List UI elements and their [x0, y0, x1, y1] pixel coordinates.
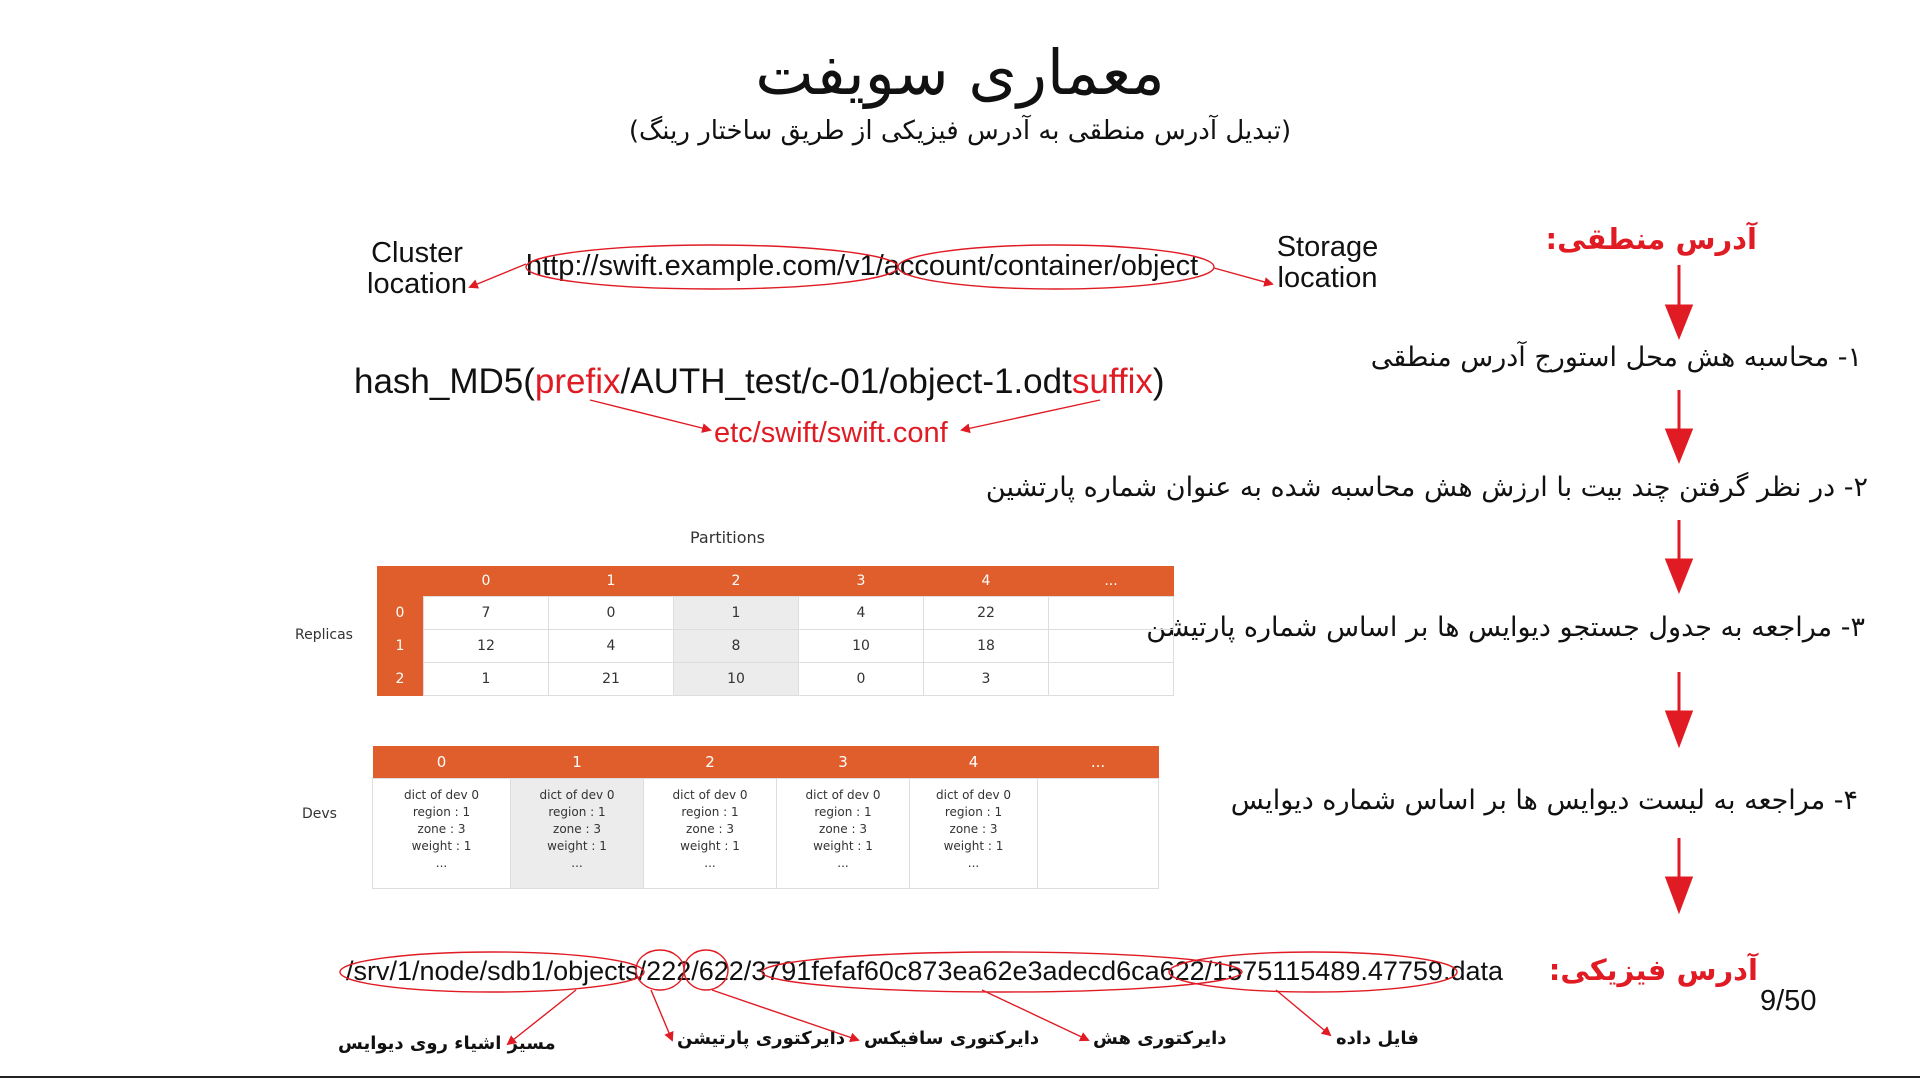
- step-1: ۱- محاسبه هش محل استورج آدرس منطقی: [1370, 342, 1862, 373]
- logical-address-title: آدرس منطقی:: [1545, 222, 1757, 256]
- dev-col-4: 4: [910, 746, 1038, 779]
- table-cell: 10: [799, 630, 924, 663]
- table-cell: [1049, 663, 1174, 696]
- flow-arrow-1-head: [1667, 306, 1691, 336]
- dev-entry: dict of dev 0 region : 1 zone : 3 weight : 1 ...: [373, 779, 511, 889]
- devs-table: [372, 746, 1159, 889]
- physical-path: /srv/1/node/sdb1/objects/222/622/3791fefaf60c873ea62e3adecd6ca622/1575115489.47759.data: [346, 956, 1503, 986]
- table-cell: 4: [549, 630, 674, 663]
- table-cell: 0: [799, 663, 924, 696]
- arrow-partition-dir: [651, 990, 672, 1040]
- swift-conf-path: etc/swift/swift.conf: [714, 417, 948, 449]
- partition-col-0: 0: [424, 566, 549, 597]
- step-3: ۳- مراجعه به جدول جستجو دیوایس ها بر اساس شماره پارتیشن: [1146, 612, 1865, 643]
- partitions-caption: Partitions: [690, 528, 766, 547]
- partition-table: [377, 566, 1174, 696]
- arrow-suffix: [962, 400, 1100, 430]
- dev-entry: dict of dev 0 region : 1 zone : 3 weight : 1 ...: [777, 779, 910, 889]
- table-cell: 4: [799, 597, 924, 630]
- dev-col-2: 2: [644, 746, 777, 779]
- dev-col-1: 1: [511, 746, 644, 779]
- table-cell: 12: [424, 630, 549, 663]
- arrow-prefix: [590, 400, 710, 430]
- arrow-cluster: [470, 264, 526, 287]
- replica-row-label: 2: [377, 663, 424, 696]
- flow-arrow-2-head: [1667, 430, 1691, 460]
- flow-arrow-4-head: [1667, 712, 1691, 744]
- hash-expression: hash_MD5(prefix/AUTH_test/c-01/object-1.odtsuffix): [354, 362, 1165, 401]
- label-hash-dir: دایرکتوری هش: [1093, 1028, 1227, 1049]
- page-number: 9/50: [1760, 985, 1817, 1017]
- label-data-file: فایل داده: [1336, 1028, 1419, 1049]
- step-4: ۴- مراجعه به لیست دیوایس ها بر اساس شماره دیوایس: [1230, 785, 1858, 816]
- cluster-location-label: Cluster location: [367, 237, 467, 300]
- table-row: [377, 597, 1174, 630]
- partition-header-row: [377, 566, 1174, 597]
- table-cell: 8: [674, 630, 799, 663]
- table-cell: 18: [924, 630, 1049, 663]
- replicas-label: Replicas: [295, 627, 353, 643]
- table-cell: 1: [674, 597, 799, 630]
- table-cell: 3: [924, 663, 1049, 696]
- table-row: [373, 779, 1159, 889]
- table-cell: 1: [424, 663, 549, 696]
- dev-entry: dict of dev 0 region : 1 zone : 3 weight : 1 ...: [910, 779, 1038, 889]
- hash-suffix: suffix: [1071, 362, 1153, 401]
- table-cell: 7: [424, 597, 549, 630]
- flow-arrow-3-head: [1667, 560, 1691, 590]
- dev-col-0: 0: [373, 746, 511, 779]
- dev-entry-empty: [1038, 779, 1159, 889]
- bottom-rule: [0, 1076, 1920, 1078]
- table-corner: [377, 566, 424, 597]
- table-cell: 0: [549, 597, 674, 630]
- partition-col-4: 4: [924, 566, 1049, 597]
- partition-col-2: 2: [674, 566, 799, 597]
- table-row: [377, 663, 1174, 696]
- table-cell: [1049, 630, 1174, 663]
- partition-col-1: 1: [549, 566, 674, 597]
- partition-col-more: ...: [1049, 566, 1174, 597]
- table-cell: 21: [549, 663, 674, 696]
- step-2: ۲- در نظر گرفتن چند بیت با ارزش هش محاسبه شده به عنوان شماره پارتشین: [985, 472, 1868, 503]
- label-objects-path: مسیر اشیاء روی دیوایس: [338, 1033, 556, 1054]
- replica-row-label: 0: [377, 597, 424, 630]
- devs-header-row: [373, 746, 1159, 779]
- dev-entry: dict of dev 0 region : 1 zone : 3 weight : 1 ...: [644, 779, 777, 889]
- devs-label: Devs: [302, 806, 337, 822]
- logical-url: http://swift.example.com/v1/account/container/object: [526, 250, 1199, 282]
- table-cell: [1049, 597, 1174, 630]
- table-cell: 22: [924, 597, 1049, 630]
- arrow-data-file: [1276, 990, 1330, 1035]
- table-cell: 10: [674, 663, 799, 696]
- table-row: [377, 630, 1174, 663]
- flow-arrow-5-head: [1667, 878, 1691, 910]
- arrow-storage: [1214, 268, 1272, 284]
- dev-entry: dict of dev 0 region : 1 zone : 3 weight : 1 ...: [511, 779, 644, 889]
- slide-subtitle: (تبدیل آدرس منطقی به آدرس فیزیکی از طریق ساختار رینگ): [628, 116, 1292, 146]
- dev-col-more: ...: [1038, 746, 1159, 779]
- label-partition-dir: دایرکتوری پارتیشن: [677, 1028, 846, 1049]
- physical-address-title: آدرس فیزیکی:: [1548, 953, 1758, 987]
- dev-col-3: 3: [777, 746, 910, 779]
- replica-row-label: 1: [377, 630, 424, 663]
- label-suffix-dir: دایرکتوری سافیکس: [864, 1028, 1040, 1049]
- partition-col-3: 3: [799, 566, 924, 597]
- slide-title: معماری سویفت: [755, 36, 1165, 109]
- hash-prefix: prefix: [534, 362, 621, 401]
- storage-location-label: Storage location: [1276, 231, 1379, 294]
